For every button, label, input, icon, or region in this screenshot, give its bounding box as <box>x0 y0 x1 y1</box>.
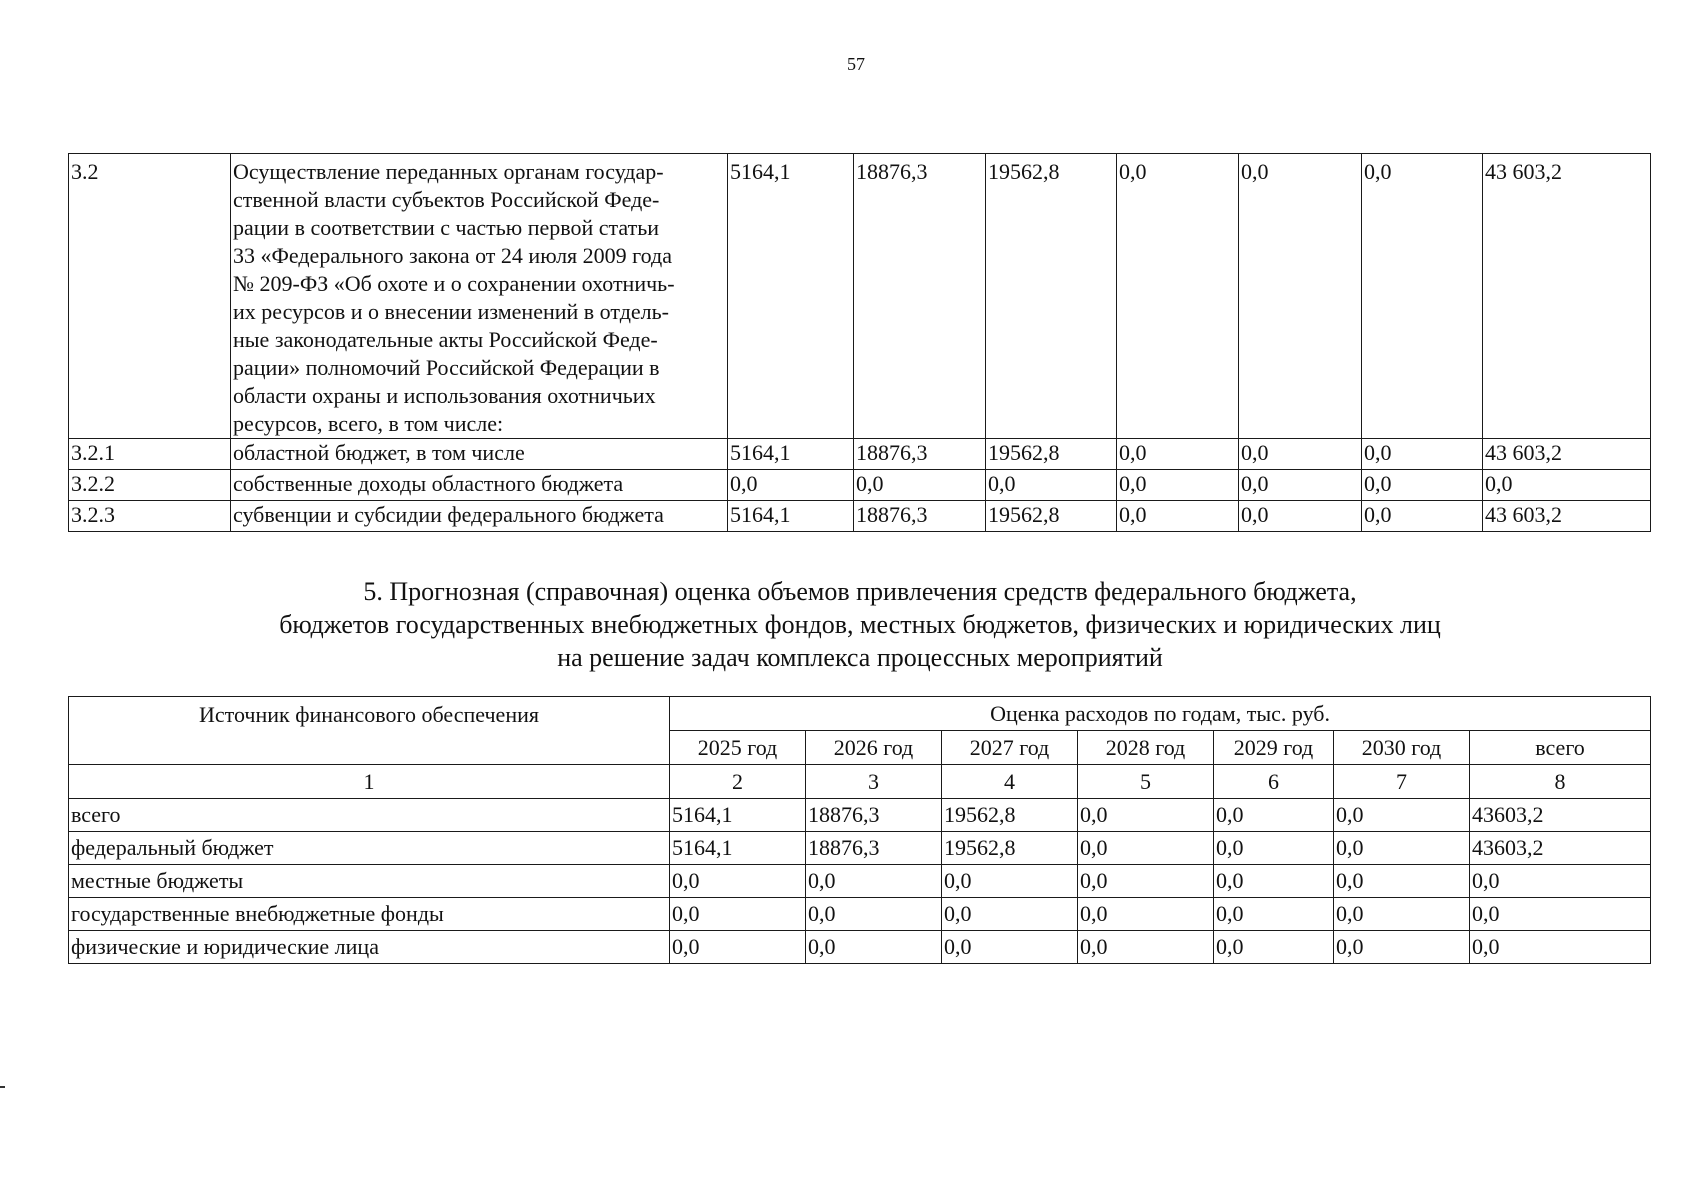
column-number: 6 <box>1214 765 1334 799</box>
value-cell: 19562,8 <box>986 154 1117 439</box>
source-label: государственные внебюджетные фонды <box>69 898 670 931</box>
value-cell: 0,0 <box>942 865 1078 898</box>
description-line: № 209-ФЗ «Об охоте и о сохранении охотничь- <box>233 271 675 296</box>
section-title-line: бюджетов государственных внебюджетных фондов, местных бюджетов, физических и юридических лиц <box>279 610 1441 639</box>
value-cell: 0,0 <box>806 898 942 931</box>
row-description: собственные доходы областного бюджета <box>231 470 728 501</box>
value-cell: 0,0 <box>1078 832 1214 865</box>
value-cell: 5164,1 <box>728 154 854 439</box>
value-cell: 0,0 <box>1214 898 1334 931</box>
description-line: ственной власти субъектов Российской Феде- <box>233 187 660 212</box>
row-description: областной бюджет, в том числе <box>231 439 728 470</box>
value-cell: 0,0 <box>1214 931 1334 964</box>
column-number: 7 <box>1334 765 1470 799</box>
value-cell: 0,0 <box>854 470 986 501</box>
value-cell: 0,0 <box>1334 898 1470 931</box>
value-cell: 18876,3 <box>806 799 942 832</box>
value-cell: 5164,1 <box>728 501 854 532</box>
value-cell: 0,0 <box>1117 439 1239 470</box>
value-cell: 5164,1 <box>670 832 806 865</box>
header-source: Источник финансового обеспечения <box>69 697 670 765</box>
value-cell: 0,0 <box>1214 865 1334 898</box>
total-cell: 43 603,2 <box>1483 439 1651 470</box>
total-cell: 43603,2 <box>1470 832 1651 865</box>
value-cell: 0,0 <box>806 865 942 898</box>
source-label: физические и юридические лица <box>69 931 670 964</box>
total-cell: 43 603,2 <box>1483 154 1651 439</box>
value-cell: 0,0 <box>1362 154 1483 439</box>
table-row <box>69 832 1651 865</box>
table-row <box>69 439 1651 470</box>
value-cell: 18876,3 <box>854 501 986 532</box>
description-line: ные законодательные акты Российской Феде- <box>233 327 658 352</box>
table-row <box>69 501 1651 532</box>
value-cell: 5164,1 <box>670 799 806 832</box>
value-cell: 0,0 <box>1214 799 1334 832</box>
column-number: 1 <box>69 765 670 799</box>
value-cell: 0,0 <box>1078 898 1214 931</box>
value-cell: 0,0 <box>1214 832 1334 865</box>
source-label: местные бюджеты <box>69 865 670 898</box>
value-cell: 0,0 <box>1362 439 1483 470</box>
value-cell: 18876,3 <box>854 154 986 439</box>
source-label: федеральный бюджет <box>69 832 670 865</box>
row-code: 3.2 <box>69 154 231 439</box>
section-title <box>180 575 1540 674</box>
total-cell: 43603,2 <box>1470 799 1651 832</box>
page-number: 57 <box>847 54 865 74</box>
value-cell: 0,0 <box>1334 799 1470 832</box>
value-cell: 5164,1 <box>728 439 854 470</box>
value-cell: 0,0 <box>1362 501 1483 532</box>
description-line: рации» полномочий Российской Федерации в <box>233 355 660 380</box>
table-row <box>69 799 1651 832</box>
value-cell: 0,0 <box>1334 832 1470 865</box>
value-cell: 19562,8 <box>986 439 1117 470</box>
value-cell: 0,0 <box>1117 154 1239 439</box>
column-number: 4 <box>942 765 1078 799</box>
header-total: всего <box>1470 731 1651 765</box>
description-line: Осуществление переданных органам государ- <box>233 159 664 184</box>
total-cell: 0,0 <box>1470 931 1651 964</box>
header-year: 2027 год <box>942 731 1078 765</box>
description-line: области охраны и использования охотничьих <box>233 383 656 408</box>
measures-funding-table <box>68 153 1651 532</box>
total-cell: 43 603,2 <box>1483 501 1651 532</box>
section-title-line: на решение задач комплекса процессных мероприятий <box>557 643 1163 672</box>
total-cell: 0,0 <box>1483 470 1651 501</box>
scan-edge-mark <box>0 1086 5 1088</box>
value-cell: 0,0 <box>1239 470 1362 501</box>
header-year: 2030 год <box>1334 731 1470 765</box>
header-year: 2029 год <box>1214 731 1334 765</box>
value-cell: 0,0 <box>1334 931 1470 964</box>
value-cell: 0,0 <box>1239 439 1362 470</box>
section-title-line: 5. Прогнозная (справочная) оценка объемов привлечения средств федерального бюджета, <box>363 577 1357 606</box>
column-number: 8 <box>1470 765 1651 799</box>
column-numbers-row <box>69 765 1651 799</box>
value-cell: 0,0 <box>942 898 1078 931</box>
value-cell: 0,0 <box>1239 501 1362 532</box>
header-year: 2025 год <box>670 731 806 765</box>
source-label: всего <box>69 799 670 832</box>
value-cell: 0,0 <box>1362 470 1483 501</box>
value-cell: 0,0 <box>670 865 806 898</box>
description-line: ресурсов, всего, в том числе: <box>233 411 504 436</box>
value-cell: 0,0 <box>1078 799 1214 832</box>
value-cell: 0,0 <box>1334 865 1470 898</box>
description-line: 33 «Федерального закона от 24 июля 2009 года <box>233 243 672 268</box>
table-row <box>69 898 1651 931</box>
table-row <box>69 865 1651 898</box>
financing-sources-table <box>68 696 1651 964</box>
column-number: 2 <box>670 765 806 799</box>
header-year: 2026 год <box>806 731 942 765</box>
total-cell: 0,0 <box>1470 865 1651 898</box>
table-row <box>69 931 1651 964</box>
column-number: 5 <box>1078 765 1214 799</box>
total-cell: 0,0 <box>1470 898 1651 931</box>
description-line: их ресурсов и о внесении изменений в отдель- <box>233 299 669 324</box>
value-cell: 0,0 <box>670 931 806 964</box>
value-cell: 0,0 <box>728 470 854 501</box>
header-estimate: Оценка расходов по годам, тыс. руб. <box>670 697 1651 731</box>
value-cell: 19562,8 <box>986 501 1117 532</box>
value-cell: 0,0 <box>1117 470 1239 501</box>
value-cell: 19562,8 <box>942 799 1078 832</box>
value-cell: 18876,3 <box>806 832 942 865</box>
value-cell: 19562,8 <box>942 832 1078 865</box>
header-row <box>69 697 1651 731</box>
column-number: 3 <box>806 765 942 799</box>
description-line: рации в соответствии с частью первой статьи <box>233 215 660 240</box>
value-cell: 0,0 <box>1239 154 1362 439</box>
header-year: 2028 год <box>1078 731 1214 765</box>
value-cell: 0,0 <box>1117 501 1239 532</box>
value-cell: 0,0 <box>1078 931 1214 964</box>
value-cell: 0,0 <box>670 898 806 931</box>
row-description: субвенции и субсидии федерального бюджета <box>231 501 728 532</box>
value-cell: 0,0 <box>1078 865 1214 898</box>
table-row <box>69 470 1651 501</box>
row-description <box>231 154 728 439</box>
row-code: 3.2.1 <box>69 439 231 470</box>
value-cell: 18876,3 <box>854 439 986 470</box>
value-cell: 0,0 <box>806 931 942 964</box>
value-cell: 0,0 <box>942 931 1078 964</box>
value-cell: 0,0 <box>986 470 1117 501</box>
row-code: 3.2.2 <box>69 470 231 501</box>
table-row <box>69 154 1651 439</box>
row-code: 3.2.3 <box>69 501 231 532</box>
